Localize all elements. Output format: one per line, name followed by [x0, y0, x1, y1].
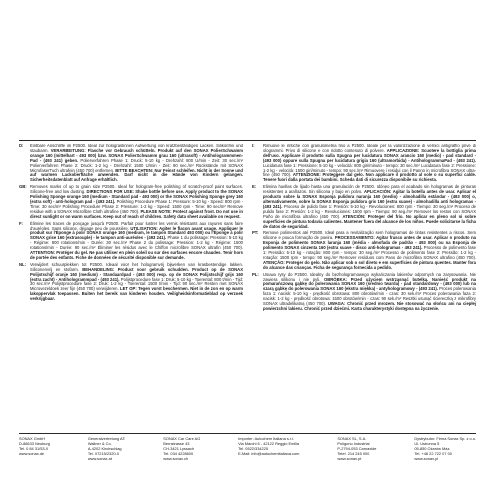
residue-text: Éliminer les résidus avec le Chiffon microfibre SONAX ultrafin (450 700).: [97, 245, 243, 251]
address-line: P-2794-053 Carnaxide: [337, 445, 377, 451]
language-text: [263, 144, 476, 183]
address-line: A-4202 Kirchschlag: [87, 445, 122, 451]
distributor-footer: [19, 437, 476, 462]
language-text: [30, 222, 243, 261]
language-entry-f: [19, 222, 243, 261]
address-line: Tel. 07215/2320-0: [87, 450, 119, 456]
residue-text: Rückstände mit SONAX MicrofaserTuch ultrafein (450 700) entfernen.: [30, 162, 243, 173]
intro-text: Eintbare Anschliffe im P2500. Ideal zur holograstinnen Aufwertung von kratzbeständigen Lacken. Silikonfrei und staubarm.: [30, 144, 243, 153]
language-text: [263, 231, 476, 270]
address-line: Tel. +48 22 722 07 00: [414, 450, 452, 456]
directions-text: OBRÓBKA: Przed użyciem wstrząsnąć butelką. Nanieść produkt na pomarańczową gąbkę do polerowania SONAX 160 (średnio twarda) - pad standardowy - (493 000) lub na szarą gąbkę do polerowania SONAX 160 (ekstra miękka) - antyhologramowy - (493 241).: [263, 276, 476, 292]
address-line: www.sonax.pl: [414, 455, 439, 461]
address-line: www.sonax.at: [87, 455, 112, 461]
language-code: PL:: [252, 271, 259, 277]
language-text: [263, 185, 476, 229]
phase-2-text: Polierverfahren Phase 2: Druck: 1-2 kg - Drehzahl: 1500 U/min - Zeit: 90 sec./m²: [30, 162, 197, 168]
language-code: GB:: [19, 184, 27, 190]
intro-text: Usuwa rysy do P2500. Idealny do bezhologramowego wykańczania lakierów odpornych na zarysowania. Nie zawiera silikonu i nie pyli.: [263, 271, 476, 282]
directions-text: APPLICAZIONE: Scuotere la bottiglia prima dell'uso. Applicare il prodotto sulla Spugna per lucidatura SONAX arancio 160 (medio) - pad standard - (493 000) oppure sulla Spugna per lucidatura grigia 160 (ultramorbida) - AntihologrammaPad - (493 241).: [263, 147, 476, 163]
address-line: Tel. 0 84 31/53-0: [19, 445, 48, 451]
warning-text: ATENÇÃO: Proteger do gelo. Não aplicar sob o sol direto e em superfícies de pintura quentes. Manter fora do alcance das crianças. Ficha de segurança fornecida a pedido.: [263, 259, 476, 270]
language-entry-i: [252, 144, 476, 183]
address-block-at: [88, 437, 126, 462]
language-entry-de: [19, 144, 243, 183]
language-entry-pt: [252, 231, 476, 270]
language-text: [30, 144, 243, 183]
phase-2-text: Proceso de pulido fase 2: Presión: 1-2 kg - Revoluciones: 1500 rpm - Tiempo: 90 seg./m²: [263, 203, 476, 214]
language-code: I:: [252, 144, 255, 148]
address-line: Tel. 034 4228600: [163, 450, 194, 456]
phase-1-text: Polishing Procedure Phase 1: Pressure: 5-10 kg - Speed: 800 rpm - Time: 30 sec/m²: [30, 198, 243, 209]
warning-text: ATTENTION: Protéger du gel. Ne pas utiliser en plein soleil ou sur des surfaces encore chaudes. Tenir hors de portée des enfants. Fiche de données de sécurité disponible sur demande.: [30, 250, 243, 260]
address-line: Dystrybutor: Firma Sonax Sp. z o.o.: [414, 436, 476, 441]
residue-text: Remover los restos con SONAX Paño de microfibra ultrafino (450 700).: [263, 208, 476, 219]
phase-2-text: Proces polerowania faza 2: nacisk: 1-2 kg - prędkość obrotowa: 1500 obrotów/min - czas: 90 sek./m²: [263, 291, 476, 302]
address-line: CH-3421 Lyssach: [163, 445, 195, 451]
warning-text: PLEASE NOTE: Protect against frost. Do not use in direct sunlight or on warm surfaces. Keep out of reach of children. Safety data sheet available on request.: [30, 208, 243, 219]
language-entry-gb: [19, 185, 243, 219]
phase-1-text: Processo de polimento fase 1: Pressão: 5-10 kg - rotação: 800 rpm - tempo: 30 seg./m²: [263, 245, 476, 256]
intro-text: Removes marks of up to grain size P2500. Ideal for hologram-free polishing of scratch-proof paint surfaces. Silicone-free and low dusting.: [30, 184, 243, 195]
phase-2-text: Polijstprocedure fase 2: Druk: 1-2 kg - Toerental: 1500 t/min - Tijd: 90 sec./m²: [51, 281, 205, 287]
phase-1-text: Polijstprocedure fase 1: Druk: 5-10 kg - Toerental: 800 t/min - Tijd: 30 sec./m²: [30, 276, 243, 287]
directions-text: APLICACIÓN: Agitar la botella antes de usar. Aplicar el producto sobre la SONAX Esponja pulidora naranja 160 (medio) - almohadilla estándar - (493 000) o, alternativamente, sobre la SONAX Esponja pulidora gris 160 (extra suave) - almohadilla anti hologramas - (493 241).: [263, 189, 476, 209]
left-language-column: [19, 144, 243, 430]
address-line: Importer: Autochem Italiana s.r.l.: [238, 436, 294, 441]
language-code: D:: [19, 144, 24, 148]
address-line: www.sonax.de: [19, 450, 45, 456]
address-line: Tel. 0522/334225: [238, 445, 269, 451]
warning-text: BITTE BEACHTEN: Nur Feinst schleifen. Nicht in der Sonne und auf warmen Lackoberfläche anwenden. Darf nicht in die Hände von Kindern gelangen. Sicherheitsdatenblatt auf Anfrage erhältlich.: [30, 167, 243, 183]
phase-1-text: Lucidatura fase 1: Pressione: 5-10 kg - velocità: 800 giri/minuto - tempo: 30 sec./m²: [263, 162, 422, 168]
residue-text: Resztki usunąć ściereczką z mikrofibry SONAX ultradelikatną (450 700).: [263, 296, 476, 307]
address-line: D-86633 Neuburg: [19, 440, 50, 446]
directions-text: PROCESSAMENTO: Agitar frasco antes de usar. Aplicar o produto na Esponja de polimento SONAX laranja 160 (média - almofada de padrão - 493 000) ou na Esponja de polimento SONAX cinzenta 160 (extra suave - disco anti-hologramas - 493 241).: [263, 235, 476, 251]
address-line: www.sonax.ch: [163, 455, 189, 461]
warning-text: UWAGA: Chronić przed mrozem. Nie stosować na słońcu ani na ciepłej powierzchni lakieru. Chronić przed dziećmi. Karta charakterystyki dostępna na życzenie.: [263, 301, 476, 311]
intro-text: Verwijdert schuurplekken tot P2500. Ideaal voor het hologramvrij bijwerken van krasbestendige lakken. Siliconenvrij en stofarm.: [30, 261, 243, 272]
language-code: NL:: [19, 261, 26, 267]
language-text: [30, 263, 243, 302]
language-entry-pl: [252, 273, 476, 312]
right-language-column: [252, 144, 476, 430]
language-text: [263, 273, 476, 312]
intro-text: Rimuove le irritiche con granulometria fino a P2500. Ideale per la valorizzazione di vernici antigraffio prive di ologrammi. Privo di silicone e con ridotto contenuto di polvere.: [263, 144, 476, 153]
directions-text: UTILISATION: Agiter le flacon avant usage. Appliquer le produit sur l'Éponge à polir SONAX orange 160 (medium, le tampon Standard 493 000) ou l'Éponge à polir SONAX grise 160 (extrasouple) - le tampon anti-auréoles - (493 241).: [30, 225, 243, 241]
address-line: Polígono Industrial: [337, 440, 370, 446]
address-line: Wallner & Co.: [87, 440, 112, 446]
address-block-ch: [163, 437, 200, 462]
residue-text: Remover resíduos com Pano de microfibra SONAX ultrafino (450 700).: [339, 254, 476, 260]
address-block-de: [19, 437, 50, 462]
phase-2-text: Polishing Procedure Phase 2: Pressure: 1-2 kg - Speed: 1500 rpm - Time: 90 sec/m²: [62, 203, 228, 209]
instruction-columns: [19, 144, 476, 430]
language-code: F:: [19, 220, 23, 226]
language-code: E:: [252, 184, 257, 190]
phase-2-text: Lucidatura fase 2: Pressione: 1-2 kg - velocità: 1500 giri/minuto - tempo: 90 sec./m²: [263, 162, 476, 173]
address-line: Bernstrasse 43: [163, 440, 190, 446]
address-line: SONAX Car Care AG: [163, 436, 201, 441]
address-line: Ul. Ustronna 5: [414, 440, 440, 446]
address-block-it: [238, 437, 299, 462]
address-block-pt: [337, 437, 376, 462]
address-line: Via Marchi 6 - 42122 Reggio Emilia: [238, 440, 300, 446]
phase-2-text: Phase 2 du polissage: Pression: 1-2 kg - Régime: 1500 rotations/min - Durée: 90 sec./m²: [30, 240, 243, 251]
intro-text: Remove polimentos até P2500. Ideal para a revitalização sem hologramas de tintas resistentes a riscos. Sem silicone e pouca formação de poeira.: [263, 230, 476, 241]
language-code: PT:: [252, 230, 259, 236]
address-line: SONAX GmbH: [19, 436, 45, 441]
address-line: Telef. 214 245 000: [337, 450, 370, 456]
language-text: [30, 185, 243, 219]
warning-text: LET OP: Tegen vorst beschermen. Niet in de zon en op warm lakoppervlak toepassen. Buiten het bereik van kinderen houden. Veiligheidsinformatieblad op verzoek verkrijgbaar.: [30, 286, 243, 302]
phase-1-text: Polierverfahren Phase 1: Druck: 5-10 kg - Drehzahl: 800 U/min - Zeit: 30 sec./m²: [80, 157, 243, 163]
bottom-divider: [19, 433, 476, 434]
address-line: SONAX SL, S.A.: [337, 436, 367, 441]
address-line: E-Mail: info@autochemitaliana.com: [238, 450, 300, 456]
directions-text: BEHANDELING: Product voor gebruik schudden. Product op de SONAX Polijstschijf oranje 160 (medium) - Standaardpad - (493 000) resp. op de SONAX Polijstschijf grijs 160 (extra zacht) - Antihologrammpad - (493 241).: [30, 266, 243, 282]
phase-1-text: Proces polerowania faza 1: nacisk: 5-10 kg - prędkość obrotowa: 800 obrotów/min - czas: 30 sek./m²: [263, 286, 476, 297]
address-line: Generalvertretung AT:: [87, 436, 126, 441]
language-entry-nl: [19, 263, 243, 302]
address-line: www.sonax.pt: [337, 455, 362, 461]
directions-text: VERARBEITUNG: Flasche vor Gebrauch schütteln. Produkt auf den SONAX PolierSchwamm orange 160 (mittelhart - 493 000) bzw. SONAX PolierSchwamm grau 160 (ultrasoft) - Antihologrammmen- Pad - (493 241) geben.: [30, 147, 243, 163]
warning-text: ATENCIÓN: Proteger del frío. No aplicar en pleno sol ni sobre superficies de pintura todavía calientes. Mantener fuera del alcance de los niños. Puede solicitarse la ficha de datos de seguridad.: [263, 213, 476, 229]
residue-text: Remove residue with a SONAX Microfibre Cloth ultrafine (450 700).: [30, 203, 243, 214]
phase-1-text: Phase 1 du polissage: Pression: 5-10 kg - Régime: 800 rotations/min - Durée: 30 sec./m²: [30, 235, 243, 246]
address-block-pl: [414, 437, 476, 462]
address-line: 05-850 Ożarów Maz.: [414, 445, 451, 451]
phase-2-text: Processo de polimento fase 2: Pressão: 1-2 kg - rotação: 1500 rpm - tempo: 90 seg./m²: [263, 250, 476, 260]
phase-1-text: Proceso de pulido fase 1: Presión: 5-10 kg - Revoluciones: 800 rpm - Tiempo: 30 seg./m²: [283, 203, 455, 209]
top-divider: [19, 140, 476, 141]
directions-text: DIRECTIONS FOR USE: Shake bottle before use. Apply product to the SONAX Polishing Sponge orange 160 (medium - Standard pad - 493 000) or the SONAX Polishing Sponge grey 160 (extra soft) - anti-hologram pad - (493 241).: [30, 189, 243, 204]
language-entry-e: [252, 185, 476, 229]
intro-text: Elimina huellas de lijado hasta una granulación de P2500. Idóneo para el acabado sin hologramas de pinturas resistentes a arañazos. Sin silicona y bajo en polvo.: [263, 184, 476, 195]
residue-text: Rimuovere i residui con il Panno in microfibra SONAX ultra-fine (450 700).: [263, 167, 476, 178]
intro-text: Élimine les traces de ponçage jusqu'à P2500. Parfait pour lustrer les vernis résistants aux rayures sans faire d'auréoles. Sans silicone, dégage peu de poussière.: [30, 220, 243, 231]
residue-text: Resten met SONAX Microvezeldoek zeer fijn (450 700) verwijderen.: [30, 281, 243, 292]
warning-text: ATTENZIONE: Proteggere dal gelo. Non applicare il prodotto al sole o su superfici calde. Tenere fuori dalla portata dei bambini. Scheda dati di sicurezza disponibile su richiesta.: [263, 172, 476, 183]
